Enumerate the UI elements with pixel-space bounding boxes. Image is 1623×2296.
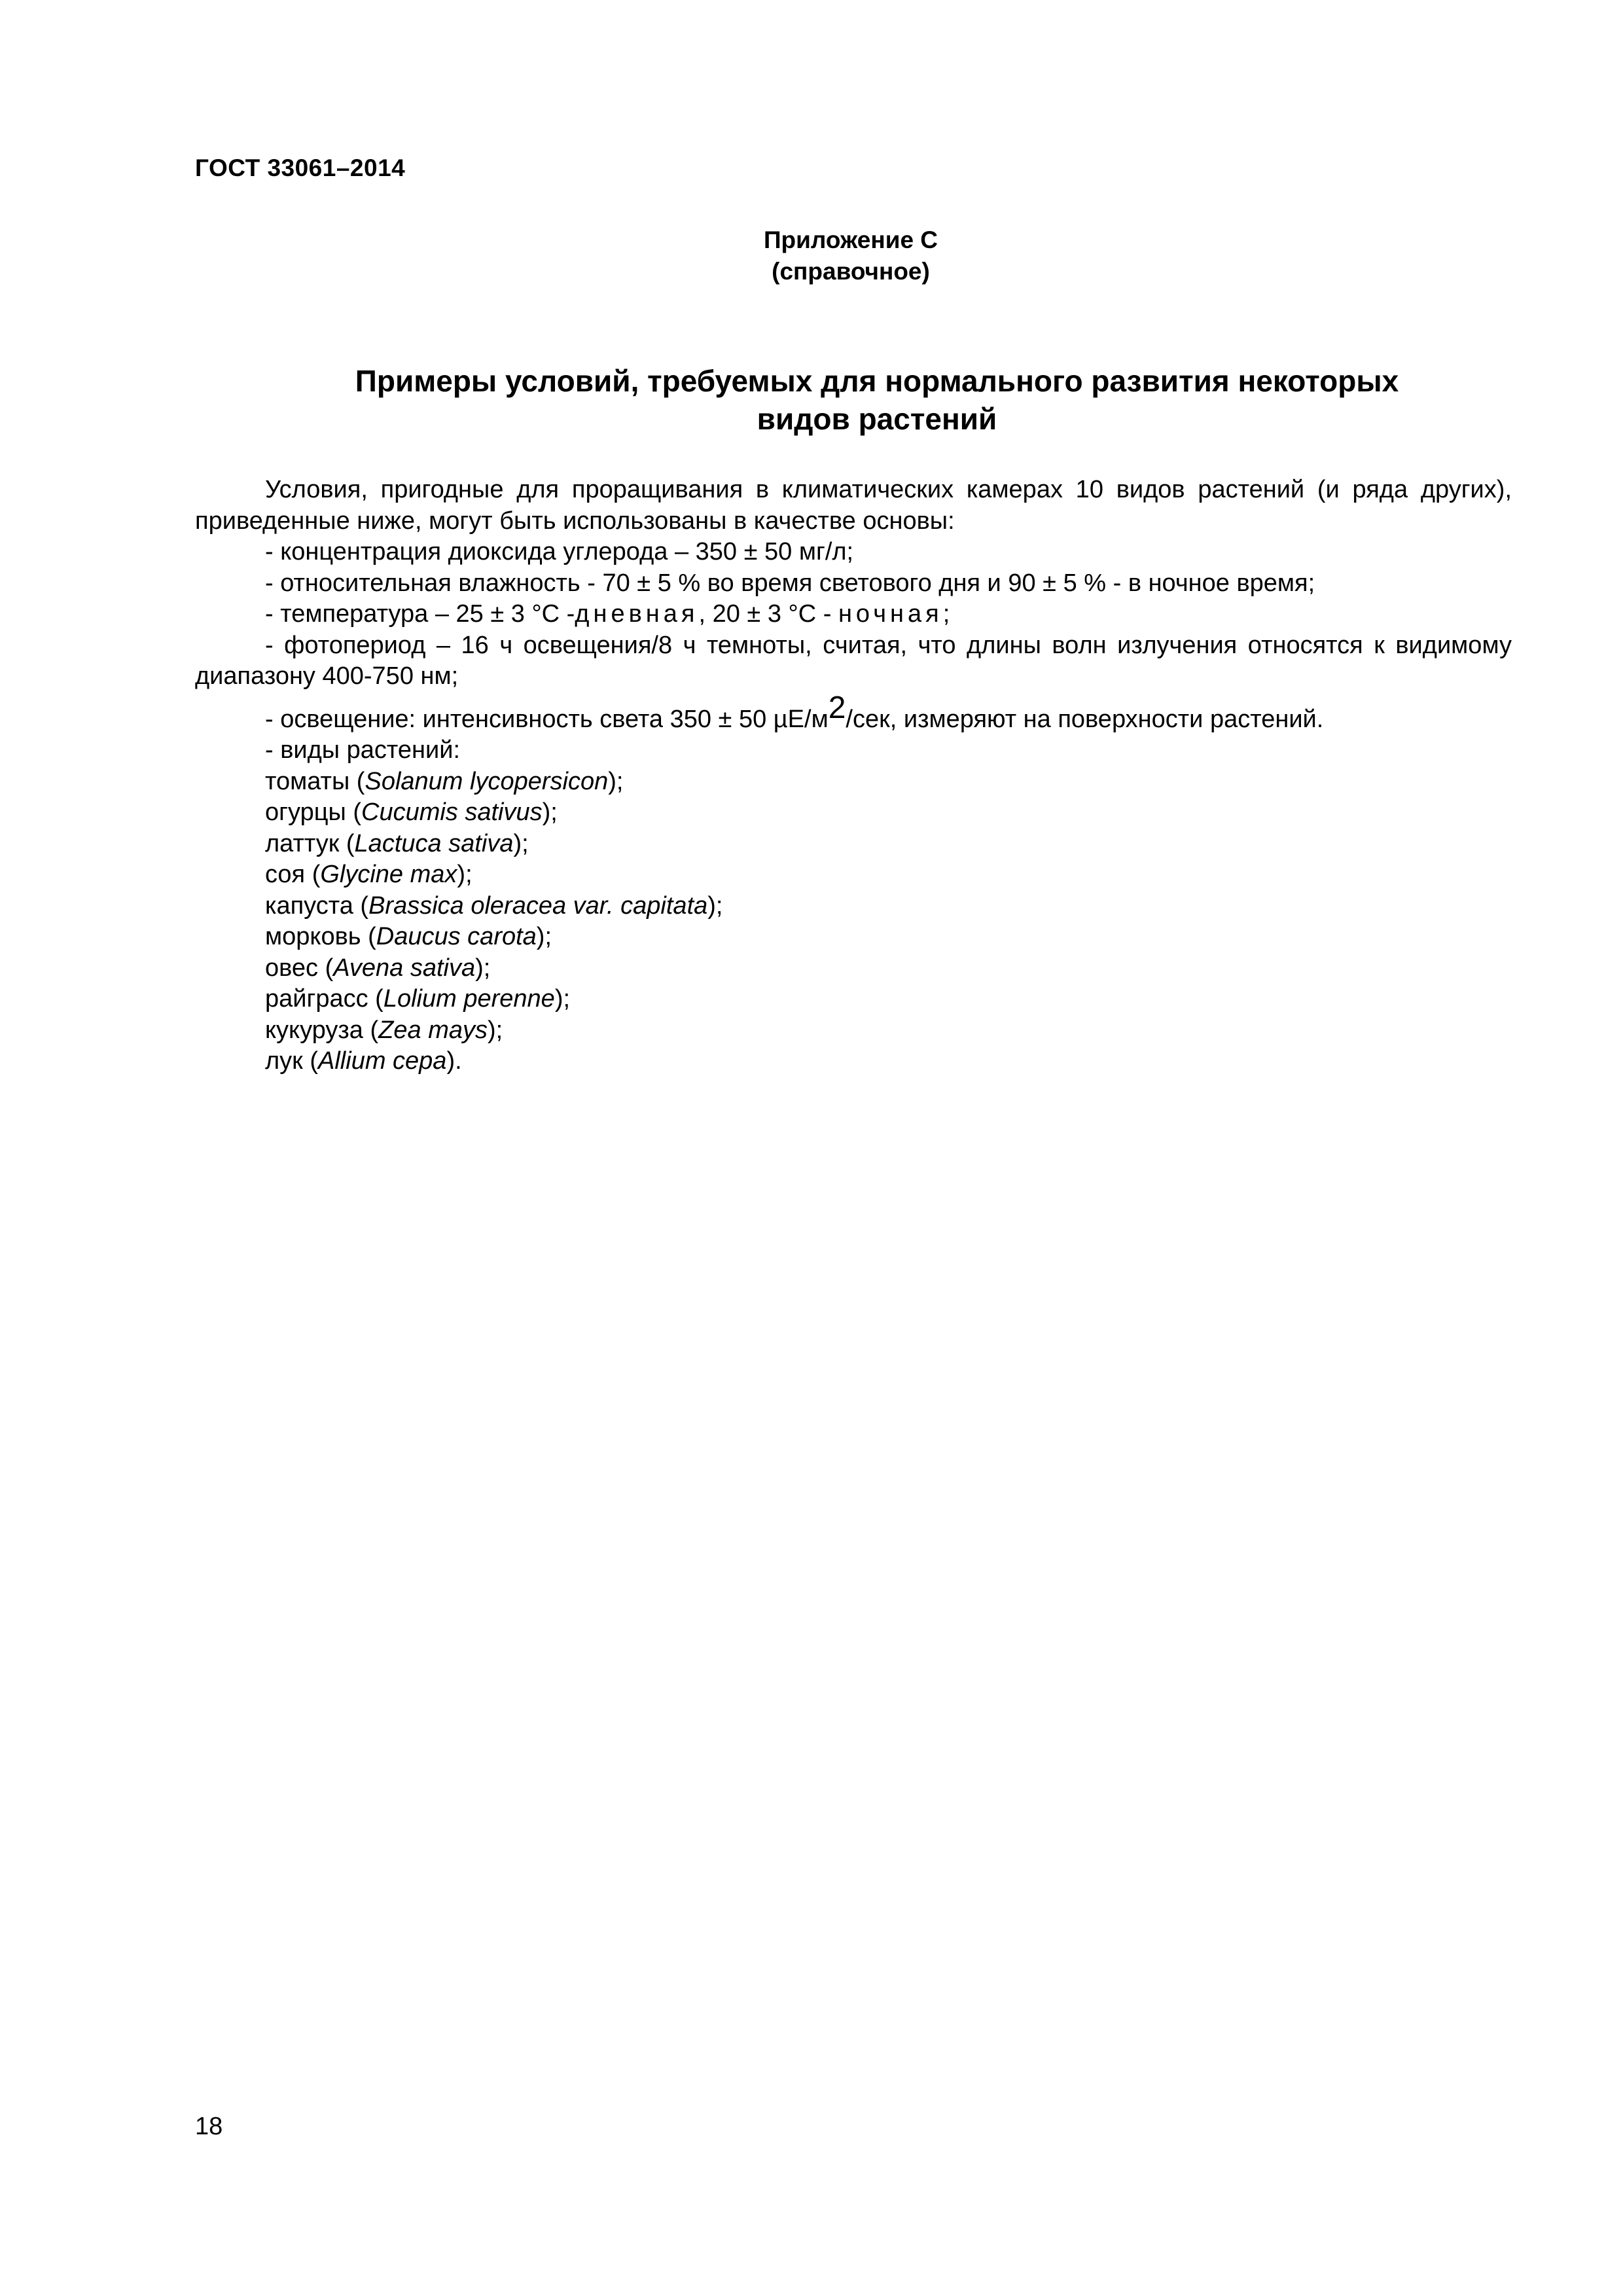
species-common-name: томаты ( <box>265 767 365 795</box>
species-common-name: райграсс ( <box>265 985 383 1013</box>
lighting-superscript: 2 <box>828 690 846 725</box>
species-end: ). <box>446 1047 462 1075</box>
species-end: ); <box>542 798 558 826</box>
temperature-condition <box>195 599 1512 630</box>
species-latin-name: Brassica oleracea var. capitata <box>368 891 708 920</box>
species-latin-name: Daucus carota <box>376 923 537 950</box>
temperature-prefix: - температура – 25 ± 3 °C - <box>265 600 575 628</box>
species-end: ); <box>487 1016 503 1044</box>
species-end: ); <box>457 861 473 888</box>
species-common-name: латтук ( <box>265 829 355 857</box>
species-item <box>265 922 1512 953</box>
species-end: ); <box>475 954 491 982</box>
temperature-suffix: ; <box>942 600 950 628</box>
section-title <box>255 362 1499 438</box>
species-end: ); <box>707 891 723 920</box>
species-common-name: лук ( <box>265 1047 319 1075</box>
species-item <box>265 766 1512 798</box>
species-latin-name: Lactuca sativa <box>354 829 514 857</box>
section-title-line-2: видов растений <box>757 402 997 436</box>
humidity-condition: - относительная влажность - 70 ± 5 % во время светового дня и 90 ± 5 % - в ночное время; <box>265 569 1315 597</box>
photoperiod-condition: - фотопериод – 16 ч освещения/8 ч темноты, считая, что длины волн излучения относятся к видимому диапазону 400-750 нм; <box>195 631 1512 690</box>
appendix-type: (справочное) <box>772 258 930 285</box>
species-common-name: капуста ( <box>265 891 369 920</box>
species-end: ); <box>608 767 624 795</box>
species-list <box>195 766 1512 1077</box>
species-latin-name: Avena sativa <box>333 954 476 982</box>
species-latin-name: Allium cepa <box>318 1047 447 1075</box>
appendix-heading <box>713 224 988 287</box>
species-common-name: морковь ( <box>265 923 376 950</box>
species-item <box>265 829 1512 860</box>
species-item <box>265 1015 1512 1047</box>
document-code-header: ГОСТ 33061–2014 <box>195 154 406 181</box>
species-end: ); <box>536 923 552 950</box>
species-latin-name: Lolium perenne <box>383 985 555 1013</box>
species-latin-name: Cucumis sativus <box>361 798 543 826</box>
species-latin-name: Solanum lycopersicon <box>365 767 609 795</box>
species-item <box>265 984 1512 1015</box>
species-item <box>265 891 1512 922</box>
species-common-name: овес ( <box>265 954 334 982</box>
species-common-name: кукуруза ( <box>265 1016 379 1044</box>
species-item <box>265 953 1512 984</box>
appendix-label: Приложение С <box>763 226 938 253</box>
species-common-name: соя ( <box>265 861 321 888</box>
page-number: 18 <box>195 2113 223 2140</box>
document-body <box>195 475 1512 1077</box>
species-item <box>265 797 1512 829</box>
species-latin-name: Zea mays <box>378 1016 488 1044</box>
intro-paragraph: Условия, пригодные для проращивания в климатических камерах 10 видов растений (и ряда других), приведенные ниже, могут быть использованы в качестве основы: <box>195 476 1512 535</box>
temperature-night-word: ночная <box>838 600 943 628</box>
lighting-prefix: - освещение: интенсивность света 350 ± 50 µE/м <box>265 705 829 733</box>
species-item <box>265 859 1512 891</box>
species-common-name: огурцы ( <box>265 798 361 826</box>
temperature-day-word: дневная <box>575 600 699 628</box>
lighting-suffix: /сек, измеряют на поверхности растений. <box>846 705 1324 733</box>
species-latin-name: Glycine max <box>320 861 457 888</box>
temperature-middle: , 20 ± 3 °C - <box>698 600 838 628</box>
section-title-line-1: Примеры условий, требуемых для нормального развития некоторых <box>355 364 1399 398</box>
species-end: ); <box>513 829 529 857</box>
species-end: ); <box>554 985 571 1013</box>
lighting-condition <box>195 690 1512 736</box>
co2-condition: - концентрация диоксида углерода – 350 ± 50 мг/л; <box>265 538 854 565</box>
species-item <box>265 1046 1512 1077</box>
species-heading: - виды растений: <box>265 736 461 764</box>
